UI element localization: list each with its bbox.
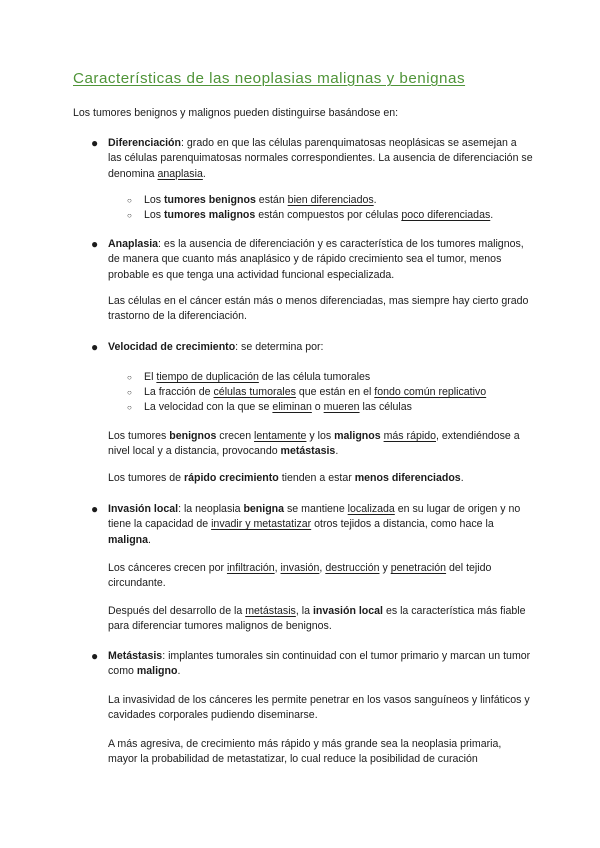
velocidad-paragraph-1: Los tumores benignos crecen lentamente y los malignos más rápido, extendiéndose a nivel local y a distancia, provocando metástasis. — [108, 430, 520, 458]
sub-item: Los tumores benignos están bien diferenciados. — [144, 194, 377, 206]
invasion-paragraph-1: Los cánceres crecen por infiltración, invasión, destrucción y penetración del tejido circundante. — [108, 562, 492, 590]
sub-item: Los tumores malignos están compuestos por células poco diferenciadas. — [144, 209, 494, 221]
link-anaplasia[interactable]: anaplasia — [157, 167, 203, 180]
bullet-icon: ● — [91, 649, 99, 663]
metastasis-paragraph-1: La invasividad de los cánceres les permite penetrar en los vasos sanguíneos y linfáticos y cavidades corporales pudiendo diseminarse. — [108, 694, 530, 722]
bullet-icon: ● — [91, 340, 99, 354]
velocidad-paragraph-2: Los tumores de rápido crecimiento tienden a estar menos diferenciados. — [108, 472, 464, 484]
term: Metástasis — [108, 650, 163, 662]
bullet-icon: ● — [91, 502, 99, 516]
subbullet-icon: ○ — [127, 403, 132, 412]
term: Diferenciación — [108, 137, 182, 149]
subbullet-icon: ○ — [127, 196, 132, 205]
sub-item: La fracción de células tumorales que están en el fondo común replicativo — [144, 386, 487, 398]
link[interactable]: bien diferenciados — [287, 194, 374, 206]
page-title: Características de las neoplasias malignas y benignas — [73, 70, 466, 87]
diferenciacion-item: Diferenciación: grado en que las células parenquimatosas neoplásicas se asemejan a las células parenquimatosas normales correspondientes. La ausencia de diferenciación se denomina anaplasia. — [108, 137, 533, 180]
subbullet-icon: ○ — [127, 373, 132, 382]
term: Anaplasia — [108, 238, 159, 250]
term: Velocidad de crecimiento — [108, 341, 236, 353]
bullet-icon: ● — [91, 136, 99, 150]
anaplasia-paragraph: Las células en el cáncer están más o menos diferenciadas, mas siempre hay cierto grado trastorno de la diferenciación. — [108, 295, 529, 323]
intro-text: Los tumores benignos y malignos pueden distinguirse basándose en: — [73, 107, 399, 119]
velocidad-item: Velocidad de crecimiento: se determina por: — [108, 341, 324, 353]
metastasis-paragraph-2: A más agresiva, de crecimiento más rápido y más grande sea la neoplasia primaria, mayor la probabilidad de metastatizar, lo cual reduce la posibilidad de curación — [108, 738, 502, 766]
invasion-paragraph-2: Después del desarrollo de la metástasis, la invasión local es la característica más fiable para diferenciar tumores malignos de benignos. — [108, 605, 526, 633]
sub-item: La velocidad con la que se eliminan o mueren las células — [144, 401, 412, 413]
sub-item: El tiempo de duplicación de las célula tumorales — [144, 371, 371, 383]
anaplasia-item: Anaplasia: es la ausencia de diferenciación y es característica de los tumores malignos, de manera que cuanto más anaplásico y de rápido crecimiento sea el tumor, menos probable es que tenga una actividad funcional especializada. — [108, 238, 524, 281]
subbullet-icon: ○ — [127, 211, 132, 220]
link[interactable]: poco diferenciadas — [401, 209, 491, 221]
subbullet-icon: ○ — [127, 388, 132, 397]
term: Invasión local — [108, 503, 179, 515]
invasion-item: Invasión local: la neoplasia benigna se mantiene localizada en su lugar de origen y no tiene la capacidad de invadir y metastatizar otros tejidos a distancia, como hace la maligna. — [108, 503, 521, 546]
metastasis-item: Metástasis: implantes tumorales sin continuidad con el tumor primario y marcan un tumor como maligno. — [108, 650, 531, 678]
bullet-icon: ● — [91, 237, 99, 251]
